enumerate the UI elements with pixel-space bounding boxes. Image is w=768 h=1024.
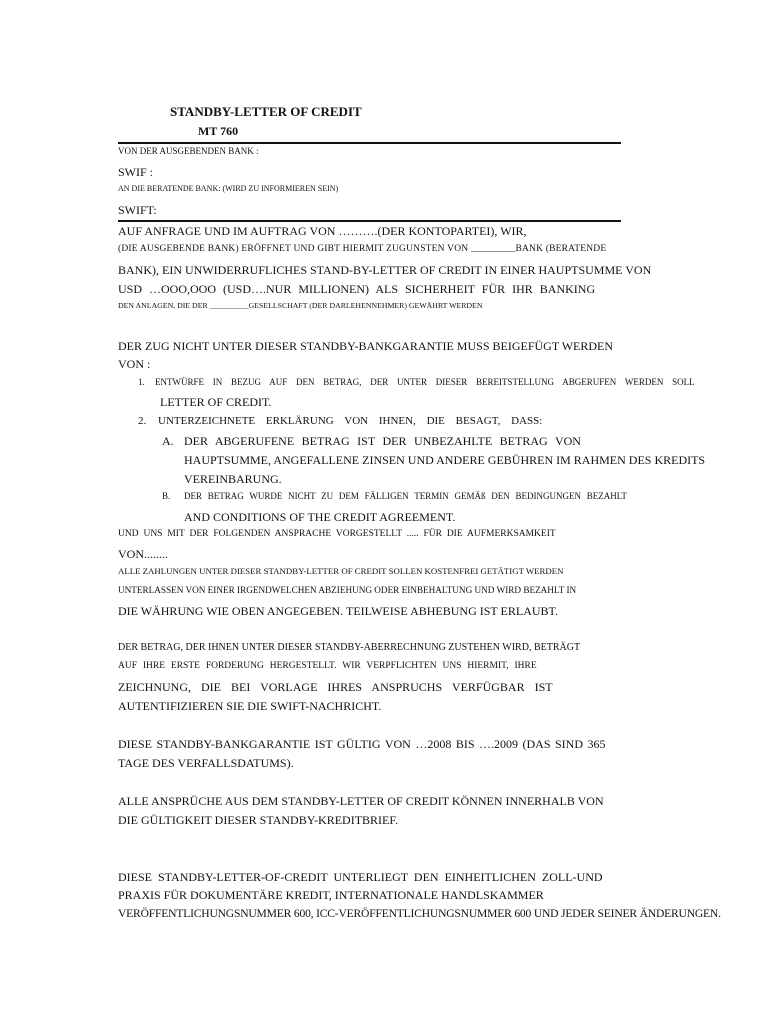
intro-line: [118, 225, 561, 237]
sub-item-a-cont: HAUPTSUMME, ANGEFALLENE ZINSEN UND ANDERE GEBÜHREN IM RAHMEN DES KREDITS: [184, 453, 706, 467]
sub-item-b: DER BETRAG WURDE NICHT ZU DEM FÄLLIGEN TERMIN GEMÄß DEN BEDINGUNGEN BEZAHLT: [184, 491, 627, 501]
swif-label: SWIF :: [118, 165, 154, 179]
intro-line: USD …OOO,OOO (USD….NUR MILLIONEN) ALS SICHERHEIT FÜR IHR BANKING: [118, 282, 596, 296]
amount-line: ZEICHNUNG, DIE BEI VORLAGE IHRES ANSPRUCHS VERFÜGBAR IST: [118, 680, 553, 694]
list-item-1-cont: LETTER OF CREDIT.: [160, 395, 272, 409]
from-bank-label: VON DER AUSGEBENDEN BANK :: [118, 146, 259, 156]
intro-line: (DIE AUSGEBENDE BANK) ERÖFFNET UND GIBT HIERMIT ZUGUNSTEN VON _________BANK (BERATENDE: [118, 244, 607, 254]
attach-line: VON :: [118, 357, 151, 371]
ucp-line: VERÖFFENTLICHUNGSNUMMER 600, ICC-VERÖFFENTLICHUNGSNUMMER 600 UND JEDER SEINER ÄNDERUNGEN.: [118, 907, 721, 920]
claims-line: DIE GÜLTIGKEIT DIESER STANDBY-KREDITBRIEF.: [118, 813, 399, 827]
divider-rule: [118, 142, 621, 144]
payments-line: UNTERLASSEN VON EINER IRGENDWELCHEN ABZIEHUNG ODER EINBEHALTUNG UND WIRD BEZAHLT IN: [118, 585, 577, 595]
divider-rule: [118, 220, 621, 222]
sub-item-b-cont: AND CONDITIONS OF THE CREDIT AGREEMENT.: [184, 510, 456, 524]
intro-text: AUF ANFRAGE UND IM AUFTRAG VON ……….(DER KONTOPARTEI), WIR,: [118, 224, 527, 238]
payments-line: DIE WÄHRUNG WIE OBEN ANGEGEBEN. TEILWEISE ABHEBUNG IST ERLAUBT.: [118, 604, 558, 618]
list-letter: B.: [162, 491, 171, 501]
document-subtitle: MT 760: [198, 124, 239, 138]
presented-line: UND UNS MIT DER FOLGENDEN ANSPRACHE VORGESTELLT ..... FÜR DIE AUFMERKSAMKEIT: [118, 529, 556, 539]
swift-label: SWIFT:: [118, 203, 157, 217]
sub-item-a: DER ABGERUFENE BETRAG IST DER UNBEZAHLTE BETRAG VON: [184, 434, 581, 448]
payments-line: ALLE ZAHLUNGEN UNTER DIESER STANDBY-LETTER OF CREDIT SOLLEN KOSTENFREI GETÄTIGT WERDEN: [118, 566, 564, 576]
intro-line: BANK), EIN UNWIDERRUFLICHES STAND-BY-LETTER OF CREDIT IN EINER HAUPTSUMME VON: [118, 263, 652, 277]
list-number: 1.: [138, 377, 145, 387]
validity-line: DIESE STANDBY-BANKGARANTIE IST GÜLTIG VON …2008 BIS ….2009 (DAS SIND 365: [118, 737, 606, 751]
list-item-2: UNTERZEICHNETE ERKLÄRUNG VON IHNEN, DIE BESAGT, DASS:: [158, 415, 543, 427]
amount-line: AUF IHRE ERSTE FORDERUNG HERGESTELLT. WIR VERPFLICHTEN UNS HIERMIT, IHRE: [118, 661, 537, 671]
attach-line: DER ZUG NICHT UNTER DIESER STANDBY-BANKGARANTIE MUSS BEIGEFÜGT WERDEN: [118, 339, 614, 353]
list-number: 2.: [138, 415, 147, 427]
intro-line: DEN ANLAGEN, DIE DER __________GESELLSCHAFT (DER DARLEHENNEHMER) GEWÄHRT WERDEN: [118, 301, 483, 310]
claims-line: ALLE ANSPRÜCHE AUS DEM STANDBY-LETTER OF CREDIT KÖNNEN INNERHALB VON: [118, 794, 604, 808]
validity-line: TAGE DES VERFALLSDATUMS).: [118, 756, 294, 770]
presented-line: VON........: [118, 547, 168, 561]
amount-line: AUTENTIFIZIEREN SIE DIE SWIFT-NACHRICHT.: [118, 699, 382, 713]
advising-bank-label: AN DIE BERATENDE BANK: (WIRD ZU INFORMIEREN SEIN): [118, 184, 339, 193]
document-title: STANDBY-LETTER OF CREDIT: [170, 104, 362, 119]
list-item-1: ENTWÜRFE IN BEZUG AUF DEN BETRAG, DER UNTER DIESER BEREITSTELLUNG ABGERUFEN WERDEN SOLL: [155, 377, 695, 387]
sub-item-a-cont: VEREINBARUNG.: [184, 472, 282, 486]
list-letter: A.: [162, 434, 174, 448]
ucp-line: DIESE STANDBY-LETTER-OF-CREDIT UNTERLIEGT DEN EINHEITLICHEN ZOLL-UND: [118, 870, 603, 884]
ucp-line: PRAXIS FÜR DOKUMENTÄRE KREDIT, INTERNATIONALE HANDLSKAMMER: [118, 888, 544, 902]
amount-line: DER BETRAG, DER IHNEN UNTER DIESER STANDBY-ABERRECHNUNG ZUSTEHEN WIRD, BETRÄGT: [118, 642, 581, 653]
